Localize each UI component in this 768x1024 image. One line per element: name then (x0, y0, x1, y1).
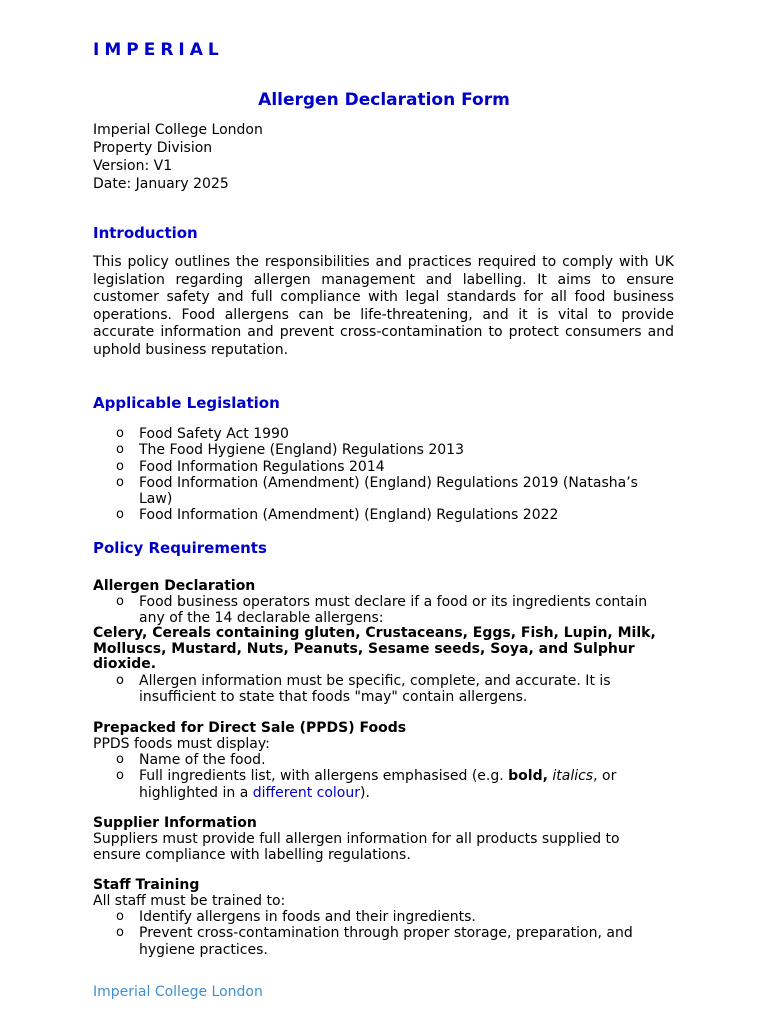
bullet-marker: o (116, 426, 124, 441)
policy-heading: Policy Requirements (93, 539, 267, 557)
meta-organisation: Imperial College London (93, 122, 263, 138)
list-item: o Food Information Regulations 2014 (116, 458, 385, 475)
page-title: Allergen Declaration Form (258, 90, 510, 110)
ppds-intro: PPDS foods must display: (93, 736, 270, 752)
introduction-body: This policy outlines the responsibilities and practices required to comply with UK legislation regarding allergen management and labelling. It aims to ensure customer safety and full compliance with legal standards for all food business operations. Food allergens can be life-threatening, and it is vital to provide accurate information and prevent cross-contamination to protect consumers and uphold business reputation. (93, 254, 674, 358)
list-item: o Food Information (Amendment) (England) Regulations 2019 (Natasha’s Law) (116, 474, 638, 508)
bullet-marker: o (116, 507, 124, 523)
imperial-logo: IMPERIAL (93, 40, 224, 60)
allergen-names: Celery, Cereals containing gluten, Crustaceans, Eggs, Fish, Lupin, Milk, Molluscs, Mustard, Nuts, Peanuts, Sesame seeds, Soya, and Sulphur dioxide. (93, 625, 656, 672)
list-item: o Allergen information must be specific, complete, and accurate. It is insufficient to state that foods "may" contain allergens. (116, 673, 611, 706)
meta-date: Date: January 2025 (93, 176, 229, 192)
bullet-marker: o (116, 442, 124, 458)
list-item: o Food Safety Act 1990 (116, 426, 289, 442)
bullet-marker: o (116, 925, 124, 941)
list-item: o Identify allergens in foods and their ingredients. (116, 909, 476, 925)
legislation-heading: Applicable Legislation (93, 394, 280, 412)
list-item: o Name of the food. (116, 752, 266, 768)
list-item: o The Food Hygiene (England) Regulations 2013 (116, 442, 464, 459)
allergen-list-2 (93, 673, 674, 706)
list-item: o Food Information (Amendment) (England) Regulations 2022 (116, 507, 559, 524)
bullet-marker: o (116, 752, 124, 767)
meta-division: Property Division (93, 140, 213, 156)
list-item: o Full ingredients list, with allergens emphasised (e.g. bold, italics, or highlighted in a different colour). (116, 768, 617, 801)
bullet-marker: o (116, 909, 124, 924)
bullet-marker: o (116, 673, 124, 688)
ppds-heading: Prepacked for Direct Sale (PPDS) Foods (93, 720, 407, 736)
allergen-list-1 (93, 594, 674, 627)
introduction-heading: Introduction (93, 224, 198, 242)
allergen-declaration-heading: Allergen Declaration (93, 578, 256, 594)
document-meta (93, 121, 263, 193)
bullet-marker: o (116, 458, 124, 474)
supplier-heading: Supplier Information (93, 815, 257, 831)
ppds-list (93, 752, 674, 801)
legislation-list (93, 426, 674, 524)
training-intro: All staff must be trained to: (93, 893, 286, 909)
bullet-marker: o (116, 474, 124, 490)
footer-text: Imperial College London (93, 984, 263, 1000)
different-colour-text: different colour (252, 784, 361, 801)
bullet-marker: o (116, 768, 124, 784)
list-item: o Food business operators must declare if a food or its ingredients contain any of the 14 declarable allergens: (116, 594, 648, 627)
supplier-body: Suppliers must provide full allergen information for all products supplied to ensure compliance with labelling regulations. (93, 831, 620, 863)
bullet-marker: o (116, 594, 124, 609)
training-list (93, 909, 674, 958)
training-heading: Staff Training (93, 877, 200, 893)
meta-version: Version: V1 (93, 158, 173, 174)
list-item: o Prevent cross-contamination through proper storage, preparation, and hygiene practices. (116, 925, 633, 958)
